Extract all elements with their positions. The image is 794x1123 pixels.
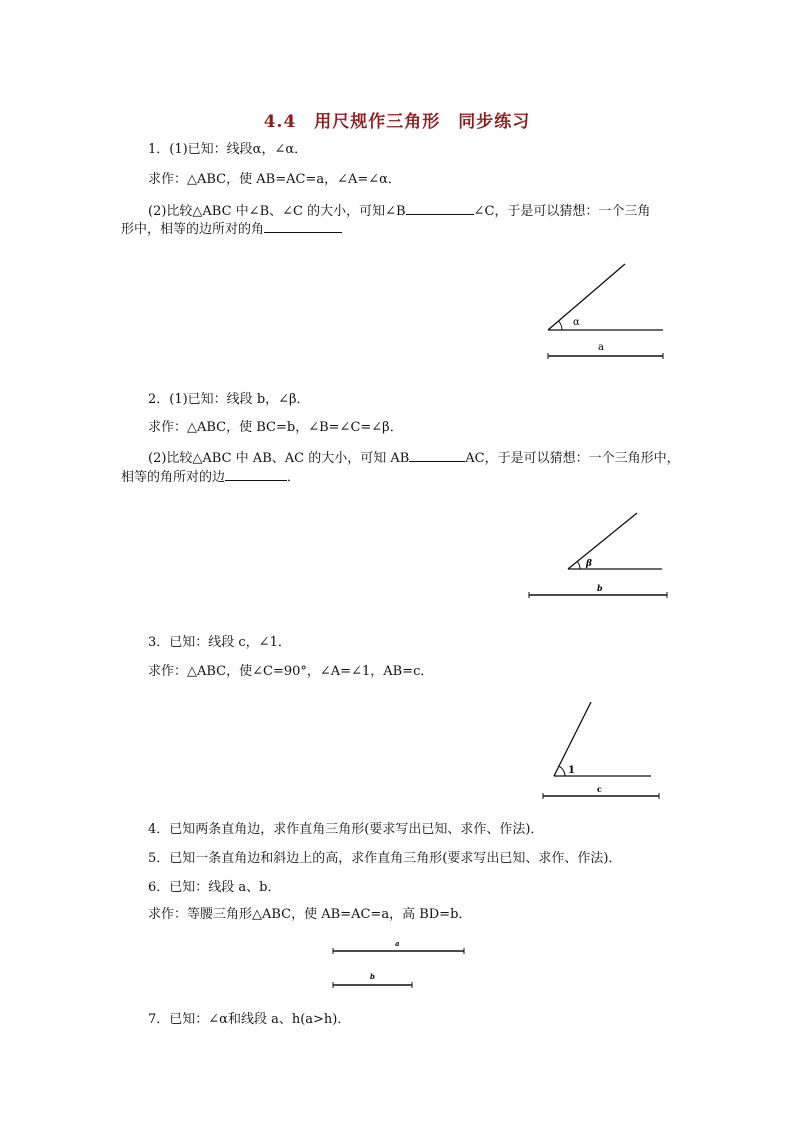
q1-answer-blank-2[interactable] <box>264 219 342 233</box>
q2-answer-blank-1[interactable] <box>409 448 465 462</box>
q6-known: 6．已知：线段 a、b． <box>148 880 281 895</box>
q1-angle-label: α <box>573 317 580 328</box>
q1-angle-arc <box>559 321 562 330</box>
q6-segment-a-label: a <box>395 939 400 948</box>
q1-compare-text-c: 形中，相等的边所对的角 <box>121 222 265 237</box>
q6-figure <box>328 934 470 996</box>
q7-text: 7．已知：∠α和线段 a、h(a>h)． <box>148 1012 351 1027</box>
q3-segment-label: c <box>597 784 602 794</box>
q1-compare-text-a: (2)比较△ABC 中∠B、∠C 的大小，可知∠B <box>148 204 406 219</box>
q3-known: 3．已知：线段 c，∠1． <box>148 635 291 650</box>
q1-figure <box>540 258 670 363</box>
q3-construct: 求作：△ABC，使∠C=90°，∠A=∠1，AB=c． <box>148 664 434 679</box>
q1-compare-line2 <box>121 219 342 239</box>
q1-angle-ray <box>548 264 625 330</box>
q5-text: 5．已知一条直角边和斜边上的高，求作直角三角形(要求写出已知、求作、作法)． <box>148 851 622 866</box>
q2-known: 2．(1)已知：线段 b，∠β． <box>148 392 310 407</box>
q1-compare-text-b: ∠C，于是可以猜想：一个三角 <box>473 204 651 219</box>
q2-compare-line1 <box>148 448 680 468</box>
q2-angle-arc <box>577 561 580 569</box>
q2-figure <box>525 508 673 604</box>
q2-compare-text-b: AC，于是可以猜想：一个三角形中， <box>465 451 680 466</box>
q2-compare-end: ． <box>287 470 301 485</box>
q2-angle-label: β <box>586 559 592 569</box>
q3-figure <box>540 698 665 802</box>
q2-compare-text-c: 相等的角所对的边 <box>121 470 226 485</box>
q1-answer-blank-1[interactable] <box>406 201 474 215</box>
q2-answer-blank-2[interactable] <box>225 467 287 481</box>
page-title: 4.4 用尺规作三角形 同步练习 <box>263 112 531 132</box>
q6-segment-b-label: b <box>370 972 375 981</box>
q1-segment-label: a <box>598 342 604 353</box>
q4-text: 4．已知两条直角边，求作直角三角形(要求写出已知、求作、作法)． <box>148 822 544 837</box>
q2-construct: 求作：△ABC，使 BC=b，∠B=∠C=∠β． <box>148 420 403 435</box>
q2-segment-label: b <box>597 583 603 593</box>
q3-angle-arc <box>559 766 565 776</box>
q2-compare-line2 <box>121 467 300 487</box>
q1-known: 1．(1)已知：线段α，∠α． <box>148 142 308 157</box>
q3-angle-label: 1 <box>568 765 575 776</box>
q6-construct: 求作：等腰三角形△ABC，使 AB=AC=a，高 BD=b． <box>148 907 472 922</box>
q2-angle-ray <box>568 513 637 569</box>
q1-compare-line1 <box>148 201 650 221</box>
q2-compare-text-a: (2)比较△ABC 中 AB、AC 的大小，可知 AB <box>148 451 410 466</box>
q1-construct: 求作：△ABC，使 AB=AC=a，∠A=∠α． <box>148 172 401 187</box>
